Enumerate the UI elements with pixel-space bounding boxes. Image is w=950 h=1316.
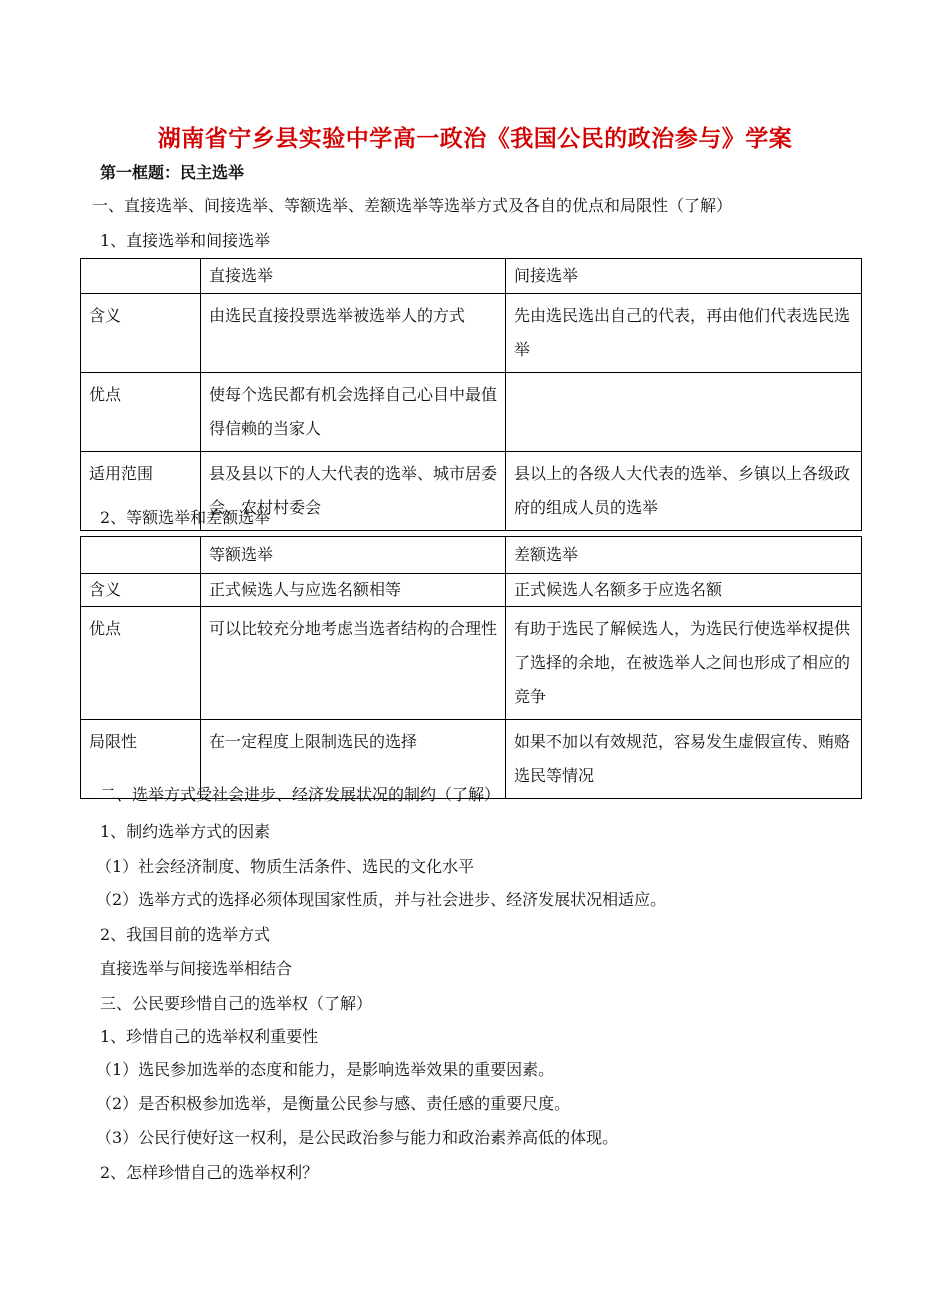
table-cell: 在一定程度上限制选民的选择 <box>201 720 506 799</box>
row-label: 含义 <box>81 294 201 373</box>
table-header-cell: 差额选举 <box>506 537 862 574</box>
table-cell <box>81 259 201 294</box>
table-row <box>81 373 862 452</box>
part3-item1: （1）选民参加选举的态度和能力，是影响选举效果的重要因素。 <box>96 1060 555 1079</box>
part2-heading: 二、选举方式受社会进步、经济发展状况的制约（了解） <box>100 785 501 804</box>
row-label: 适用范围 <box>81 452 201 531</box>
table-cell <box>81 537 201 574</box>
row-label: 局限性 <box>81 720 201 799</box>
row-label: 优点 <box>81 373 201 452</box>
table-direct-indirect <box>80 258 862 531</box>
table-cell: 正式候选人名额多于应选名额 <box>506 574 862 607</box>
table2-caption: 2、等额选举和差额选举 <box>100 508 271 527</box>
table-row <box>81 259 862 294</box>
part3-heading: 三、公民要珍惜自己的选举权（了解） <box>100 994 373 1013</box>
table-header-cell: 等额选举 <box>201 537 506 574</box>
table-row <box>81 537 862 574</box>
table-header-cell: 间接选举 <box>506 259 862 294</box>
table-equal-competitive <box>80 536 862 799</box>
part3-item3: （3）公民行使好这一权利，是公民政治参与能力和政治素养高低的体现。 <box>96 1128 619 1147</box>
table-row <box>81 607 862 720</box>
row-label: 优点 <box>81 607 201 720</box>
table-cell <box>506 373 862 452</box>
part2-text: 直接选举与间接选举相结合 <box>100 959 293 978</box>
part1-heading: 一、直接选举、间接选举、等额选举、差额选举等选举方式及各自的优点和局限性（了解） <box>92 196 733 215</box>
table-cell: 有助于选民了解候选人，为选民行使选举权提供了选择的余地，在被选举人之间也形成了相应的竞争 <box>506 607 862 720</box>
table-cell: 由选民直接投票选举被选举人的方式 <box>201 294 506 373</box>
table-cell: 县及县以下的人大代表的选举、城市居委会、农村村委会 <box>201 452 506 531</box>
table-cell: 县以上的各级人大代表的选举、乡镇以上各级政府的组成人员的选举 <box>506 452 862 531</box>
table-cell: 可以比较充分地考虑当选者结构的合理性 <box>201 607 506 720</box>
section-heading: 第一框题：民主选举 <box>100 163 245 182</box>
table1-caption: 1、直接选举和间接选举 <box>100 231 271 250</box>
table-row <box>81 294 862 373</box>
part3-sub2: 2、怎样珍惜自己的选举权利？ <box>100 1163 319 1182</box>
row-label: 含义 <box>81 574 201 607</box>
part3-sub1: 1、珍惜自己的选举权利重要性 <box>100 1027 319 1046</box>
part2-item1: （1）社会经济制度、物质生活条件、选民的文化水平 <box>96 857 475 876</box>
part3-item2: （2）是否积极参加选举，是衡量公民参与感、责任感的重要尺度。 <box>96 1094 571 1113</box>
table-cell: 如果不加以有效规范，容易发生虚假宣传、贿赂选民等情况 <box>506 720 862 799</box>
document-title: 湖南省宁乡县实验中学高一政治《我国公民的政治参与》学案 <box>157 126 793 152</box>
table-cell: 正式候选人与应选名额相等 <box>201 574 506 607</box>
part2-sub1: 1、制约选举方式的因素 <box>100 822 271 841</box>
part2-item2: （2）选举方式的选择必须体现国家性质，并与社会进步、经济发展状况相适应。 <box>96 890 667 909</box>
table-header-cell: 直接选举 <box>201 259 506 294</box>
table-cell: 使每个选民都有机会选择自己心目中最值得信赖的当家人 <box>201 373 506 452</box>
table-cell: 先由选民选出自己的代表，再由他们代表选民选举 <box>506 294 862 373</box>
table-row <box>81 574 862 607</box>
part2-sub2: 2、我国目前的选举方式 <box>100 925 271 944</box>
